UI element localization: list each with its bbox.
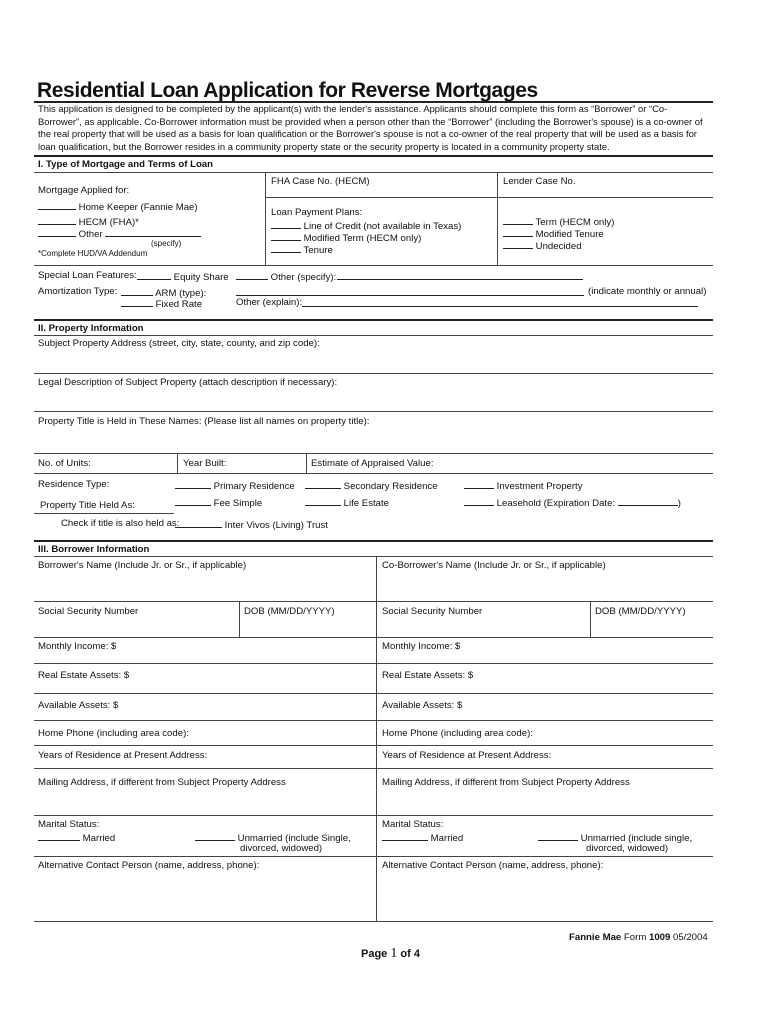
year-built-label[interactable]: Year Built: <box>183 458 227 469</box>
borrower-dob-label[interactable]: DOB (MM/DD/YYYY) <box>244 606 335 617</box>
investment-property-label: Investment Property <box>496 481 583 492</box>
plan-loc-label: Line of Credit (not available in Texas) <box>303 221 462 232</box>
expiration-date-field[interactable] <box>618 496 678 506</box>
primary-residence-label: Primary Residence <box>213 481 295 492</box>
column-divider <box>177 453 178 473</box>
row-divider <box>34 473 713 474</box>
section-divider <box>34 540 713 542</box>
row-divider <box>34 265 713 266</box>
plan-undecided-label: Undecided <box>535 241 582 252</box>
close-paren: ) <box>677 498 681 509</box>
section-divider <box>34 155 713 157</box>
fixed-rate-option[interactable] <box>121 297 202 310</box>
plan-tenure-label: Tenure <box>303 245 333 256</box>
title-names-label[interactable]: Property Title is Held in These Names: (Please list all names on property title): <box>38 416 370 427</box>
borrower-unmarried-detail: divorced, widowed) <box>240 843 323 854</box>
inter-vivos-option[interactable] <box>175 518 328 531</box>
borrower-available-assets-label[interactable]: Available Assets: $ <box>38 700 119 711</box>
coborrower-name-label[interactable]: Co-Borrower's Name (Include Jr. or Sr., if applicable) <box>382 560 606 571</box>
fee-simple-option[interactable] <box>175 496 262 509</box>
borrower-name-label[interactable]: Borrower's Name (Include Jr. or Sr., if applicable) <box>38 560 247 571</box>
borrower-married-option[interactable] <box>38 831 115 844</box>
row-divider <box>34 601 713 602</box>
primary-residence-option[interactable] <box>175 479 295 492</box>
lender-case-label: Lender Case No. <box>503 176 576 187</box>
row-divider <box>265 197 713 198</box>
page-word: Page <box>361 948 388 960</box>
leasehold-option[interactable] <box>464 496 681 509</box>
form-number: 1009 <box>648 932 671 943</box>
arm-label: ARM (type): <box>155 288 207 299</box>
hud-addendum-note: *Complete HUD/VA Addendum <box>38 249 148 258</box>
coborrower-years-residence-label[interactable]: Years of Residence at Present Address: <box>382 750 552 761</box>
plan-term-label: Term (HECM only) <box>535 217 615 228</box>
row-divider <box>34 720 713 721</box>
arm-type-field[interactable] <box>236 286 584 296</box>
fixed-rate-label: Fixed Rate <box>155 299 203 310</box>
coborrower-unmarried-detail: divorced, widowed) <box>586 843 669 854</box>
borrower-ssn-label[interactable]: Social Security Number <box>38 606 139 617</box>
form-id <box>569 932 708 943</box>
life-estate-option[interactable] <box>305 496 389 509</box>
coborrower-married-label: Married <box>430 833 464 844</box>
row-divider <box>34 745 713 746</box>
borrower-years-residence-label[interactable]: Years of Residence at Present Address: <box>38 750 208 761</box>
row-divider <box>34 856 713 857</box>
title-held-as-label: Property Title Held As: <box>40 500 135 511</box>
residence-type-label: Residence Type: <box>38 479 110 490</box>
row-divider <box>34 815 713 816</box>
amortization-label: Amortization Type: <box>38 286 118 297</box>
section-divider <box>34 172 713 173</box>
plan-tenure-option[interactable] <box>271 243 333 256</box>
hecm-label: HECM (FHA)* <box>78 217 139 228</box>
column-divider <box>239 601 240 637</box>
specify-label: (specify) <box>151 239 182 248</box>
fha-case-label: FHA Case No. (HECM) <box>271 176 370 187</box>
row-divider <box>34 373 713 374</box>
coborrower-unmarried-label: Unmarried (include single, <box>580 833 693 844</box>
coborrower-marital-label: Marital Status: <box>382 819 444 830</box>
page-title: Residential Loan Application for Reverse Mortgages <box>37 79 538 102</box>
coborrower-alt-contact-label[interactable]: Alternative Contact Person (name, address, phone): <box>382 860 604 871</box>
other-explain-label: Other (explain): <box>236 297 303 308</box>
row-divider <box>34 693 713 694</box>
form-date: 05/2004 <box>673 932 708 943</box>
borrower-unmarried-label: Unmarried (include Single, <box>237 833 351 844</box>
loan-payment-plans-label: Loan Payment Plans: <box>271 207 363 218</box>
units-label[interactable]: No. of Units: <box>38 458 91 469</box>
mortgage-applied-label: Mortgage Applied for: <box>38 185 130 196</box>
home-keeper-label: Home Keeper (Fannie Mae) <box>78 202 198 213</box>
legal-description-label[interactable]: Legal Description of Subject Property (attach description if necessary): <box>38 377 338 388</box>
other-explain-field[interactable] <box>302 297 698 307</box>
other-label: Other <box>78 229 103 240</box>
subject-address-label[interactable]: Subject Property Address (street, city, state, county, and zip code): <box>38 338 320 349</box>
secondary-residence-option[interactable] <box>305 479 438 492</box>
section-divider <box>34 319 713 321</box>
column-divider <box>497 172 498 265</box>
borrower-home-phone-label[interactable]: Home Phone (including area code): <box>38 728 189 739</box>
borrower-alt-contact-label[interactable]: Alternative Contact Person (name, address, phone): <box>38 860 260 871</box>
plan-undecided-option[interactable] <box>503 239 582 252</box>
home-keeper-option[interactable] <box>38 200 198 213</box>
row-divider <box>34 453 713 454</box>
borrower-mailing-label[interactable]: Mailing Address, if different from Subject Property Address <box>38 777 286 788</box>
row-divider <box>34 556 713 557</box>
other-specify-label: Other (specify): <box>270 272 337 283</box>
borrower-column-divider <box>376 556 377 921</box>
equity-share-label: Equity Share <box>173 272 229 283</box>
page-indicator <box>361 946 420 962</box>
column-divider <box>590 601 591 637</box>
borrower-marital-label: Marital Status: <box>38 819 100 830</box>
row-divider <box>34 335 713 336</box>
investment-property-option[interactable] <box>464 479 583 492</box>
coborrower-monthly-income-label[interactable]: Monthly Income: $ <box>382 641 461 652</box>
borrower-monthly-income-label[interactable]: Monthly Income: $ <box>38 641 117 652</box>
plan-modified-term-label: Modified Term (HECM only) <box>303 233 422 244</box>
intro-text: This application is designed to be completed by the applicant(s) with the lender's assistance. Applicants should complete this form as “Borrower” or “Co-Borrower”, as applicable. Co-Borrower information must be provided when a person other than the “Borrower” (including the Borrower's spouse) is a co-owner of the real property that will be used as a basis for loan qualification or the Borrower's spouse is not a co-owner of the real property that will be used as a basis for loan qualification, but the Borrower resides in a community property state or the security property is located in a community property state. <box>38 103 703 152</box>
coborrower-mailing-label[interactable]: Mailing Address, if different from Subject Property Address <box>382 777 630 788</box>
indicate-label: (indicate monthly or annual) <box>588 286 707 297</box>
form-word: Form <box>623 932 647 943</box>
row-divider <box>34 663 713 664</box>
borrower-real-estate-label[interactable]: Real Estate Assets: $ <box>38 670 130 681</box>
row-divider <box>34 411 713 412</box>
life-estate-label: Life Estate <box>343 498 390 509</box>
fee-simple-label: Fee Simple <box>213 498 263 509</box>
secondary-residence-label: Secondary Residence <box>343 481 438 492</box>
coborrower-dob-label[interactable]: DOB (MM/DD/YYYY) <box>595 606 686 617</box>
page-total: of 4 <box>400 948 420 960</box>
row-divider <box>34 637 713 638</box>
coborrower-available-assets-label[interactable]: Available Assets: $ <box>382 700 463 711</box>
section-2-header: II. Property Information <box>38 323 144 334</box>
coborrower-ssn-label[interactable]: Social Security Number <box>382 606 483 617</box>
plan-modified-tenure-label: Modified Tenure <box>535 229 604 240</box>
form-publisher: Fannie Mae <box>569 932 622 943</box>
appraised-value-label[interactable]: Estimate of Appraised Value: <box>311 458 434 469</box>
form-bottom-rule <box>34 921 713 922</box>
column-divider <box>306 453 307 473</box>
other-specify-field[interactable] <box>337 270 583 280</box>
coborrower-married-option[interactable] <box>382 831 463 844</box>
special-features-label: Special Loan Features: <box>38 270 137 281</box>
coborrower-real-estate-label[interactable]: Real Estate Assets: $ <box>382 670 474 681</box>
page-number: 1 <box>390 946 398 961</box>
section-3-header: III. Borrower Information <box>38 544 150 555</box>
inter-vivos-label: Inter Vivos (Living) Trust <box>224 520 328 531</box>
other-feature-option[interactable] <box>236 270 336 283</box>
row-divider <box>34 513 174 514</box>
check-if-label: Check if title is also held as: <box>61 518 180 529</box>
equity-share-option[interactable] <box>137 270 229 283</box>
column-divider <box>265 172 266 265</box>
row-divider <box>34 768 713 769</box>
leasehold-label: Leasehold (Expiration Date: <box>496 498 616 509</box>
borrower-married-label: Married <box>82 833 116 844</box>
section-1-header: I. Type of Mortgage and Terms of Loan <box>38 159 214 170</box>
coborrower-home-phone-label[interactable]: Home Phone (including area code): <box>382 728 533 739</box>
